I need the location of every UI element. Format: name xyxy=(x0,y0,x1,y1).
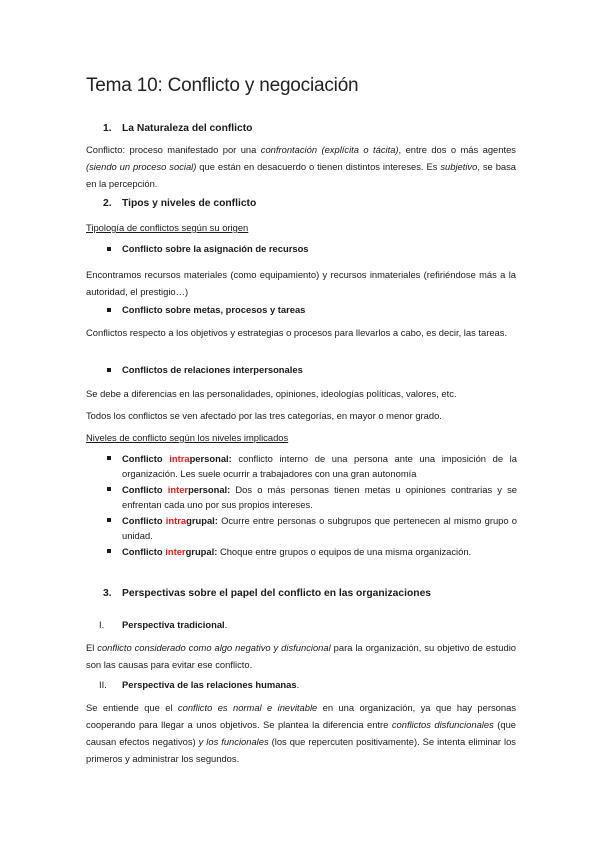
level-label: grupal: xyxy=(186,515,218,526)
text-run-italic: y los funcionales xyxy=(198,736,269,747)
bullet-square-icon xyxy=(107,487,111,491)
section-1-number: 1. xyxy=(103,123,112,134)
section-3-heading xyxy=(103,588,431,599)
relaciones-humanas-paragraph xyxy=(86,699,516,767)
bullet-square-icon xyxy=(107,308,111,312)
section-1-heading xyxy=(103,123,252,134)
text-run-italic: conflicto es normal e inevitable xyxy=(177,702,318,713)
section-2-title: Tipos y niveles de conflicto xyxy=(122,198,257,209)
text-run-italic: confrontación (explícita o tácita) xyxy=(260,144,399,155)
level-label: Conflicto xyxy=(122,546,166,557)
text-run: que están en desacuerdo o tienen distintos intereses. Es xyxy=(196,161,441,172)
section-3-number: 3. xyxy=(103,588,112,599)
perspectiva-tradicional-heading xyxy=(99,619,227,630)
roman-dot: . xyxy=(224,619,228,630)
niveles-list xyxy=(107,451,517,560)
roman-title: Perspectiva de las relaciones humanas xyxy=(122,679,297,690)
perspectiva-relaciones-heading xyxy=(99,679,299,690)
metas-paragraph: Conflictos respecto a los objetivos y estrategias o procesos para llevarlos a cabo, es decir, las tareas. xyxy=(86,327,508,338)
section-1-title: La Naturaleza del conflicto xyxy=(122,123,253,134)
text-run: (que causan efectos negativos) xyxy=(86,719,516,747)
niveles-subheading: Niveles de conflicto según los niveles implicados xyxy=(86,432,289,443)
bullet-relaciones xyxy=(107,364,303,375)
section-2-number: 2. xyxy=(103,198,112,209)
text-run: (los que repercuten positivamente). Se intenta eliminar los primeros y administrar los segundos. xyxy=(86,736,516,764)
text-run: para la organización, su objetivo de estudio son las causas para evitar ese conflicto. xyxy=(86,642,516,670)
text-run-italic: (siendo un proceso social) xyxy=(86,161,197,172)
level-label: grupal: xyxy=(185,546,218,557)
level-text: Ocurre entre personas o subgrupos que pertenecen al mismo grupo o unidad. xyxy=(122,515,517,541)
text-run: El xyxy=(86,642,98,653)
level-label: personal: xyxy=(188,484,231,495)
level-text: Dos o más personas tienen metas u opiniones contrarias y se enfrentan cada uno por sus propios intereses. xyxy=(122,484,517,510)
section-3-title: Perspectivas sobre el papel del conflicto en las organizaciones xyxy=(122,588,432,599)
bullet-square-icon xyxy=(107,518,111,522)
level-label: Conflicto xyxy=(122,453,170,464)
text-run: Conflicto: proceso manifestado por una xyxy=(86,144,261,155)
text-run: Se entiende que el xyxy=(86,702,178,713)
categorias-paragraph: Todos los conflictos se ven afectado por las tres categorías, en mayor o menor grado. xyxy=(86,410,442,421)
list-item xyxy=(107,513,517,543)
tipologia-subheading: Tipología de conflictos según su origen xyxy=(86,222,249,233)
text-run-italic: conflictos disfuncionales xyxy=(391,719,494,730)
section-1-paragraph xyxy=(86,141,516,192)
bullet-label: Conflicto sobre la asignación de recursos xyxy=(122,243,309,254)
text-run: , entre dos o más agentes xyxy=(398,144,516,155)
bullet-square-icon xyxy=(107,368,111,372)
bullet-metas xyxy=(107,304,305,315)
roman-number: I. xyxy=(99,619,105,630)
recursos-paragraph: Encontramos recursos materiales (como equipamiento) y recursos inmateriales (refiriéndose más a la autoridad, el prestigio…) xyxy=(86,269,516,297)
level-label: Conflicto xyxy=(122,484,168,495)
level-label: Conflicto xyxy=(122,515,166,526)
bullet-recursos xyxy=(107,243,309,254)
bullet-square-icon xyxy=(107,456,111,460)
level-text: Choque entre grupos o equipos de una misma organización. xyxy=(217,546,472,557)
text-run: , se basa en la percepción. xyxy=(86,161,517,189)
level-highlight: inter xyxy=(165,546,186,557)
list-item xyxy=(107,544,517,559)
list-item xyxy=(107,451,517,481)
text-run: en una organización, ya que hay personas cooperando para llegar a unos objetivos. Se plantea la diferencia entre xyxy=(86,702,517,730)
text-run-italic: subjetivo xyxy=(440,161,478,172)
tradicional-paragraph xyxy=(86,639,516,673)
level-highlight: intra xyxy=(169,453,190,464)
section-2-heading xyxy=(103,198,256,209)
roman-title: Perspectiva tradicional xyxy=(122,619,225,630)
level-highlight: inter xyxy=(167,484,189,495)
text-run-italic: conflicto considerado como algo negativo y disfuncional xyxy=(97,642,331,653)
bullet-label: Conflicto sobre metas, procesos y tareas xyxy=(122,304,306,315)
bullet-square-icon xyxy=(107,549,111,553)
bullet-square-icon xyxy=(107,247,111,251)
level-highlight: intra xyxy=(165,515,187,526)
level-text: conflicto interno de una persona ante una imposición de la organización. Les suele ocurrir a trabajadores con una gran autonomía xyxy=(122,453,517,479)
relaciones-paragraph: Se debe a diferencias en las personalidades, opiniones, ideologías políticas, valores, etc. xyxy=(86,388,457,399)
level-label: personal: xyxy=(189,453,232,464)
roman-dot: . xyxy=(296,679,300,690)
roman-number: II. xyxy=(99,679,107,690)
list-item xyxy=(107,482,517,512)
bullet-label: Conflictos de relaciones interpersonales xyxy=(122,364,303,375)
page-title: Tema 10: Conflicto y negociación xyxy=(86,75,359,96)
